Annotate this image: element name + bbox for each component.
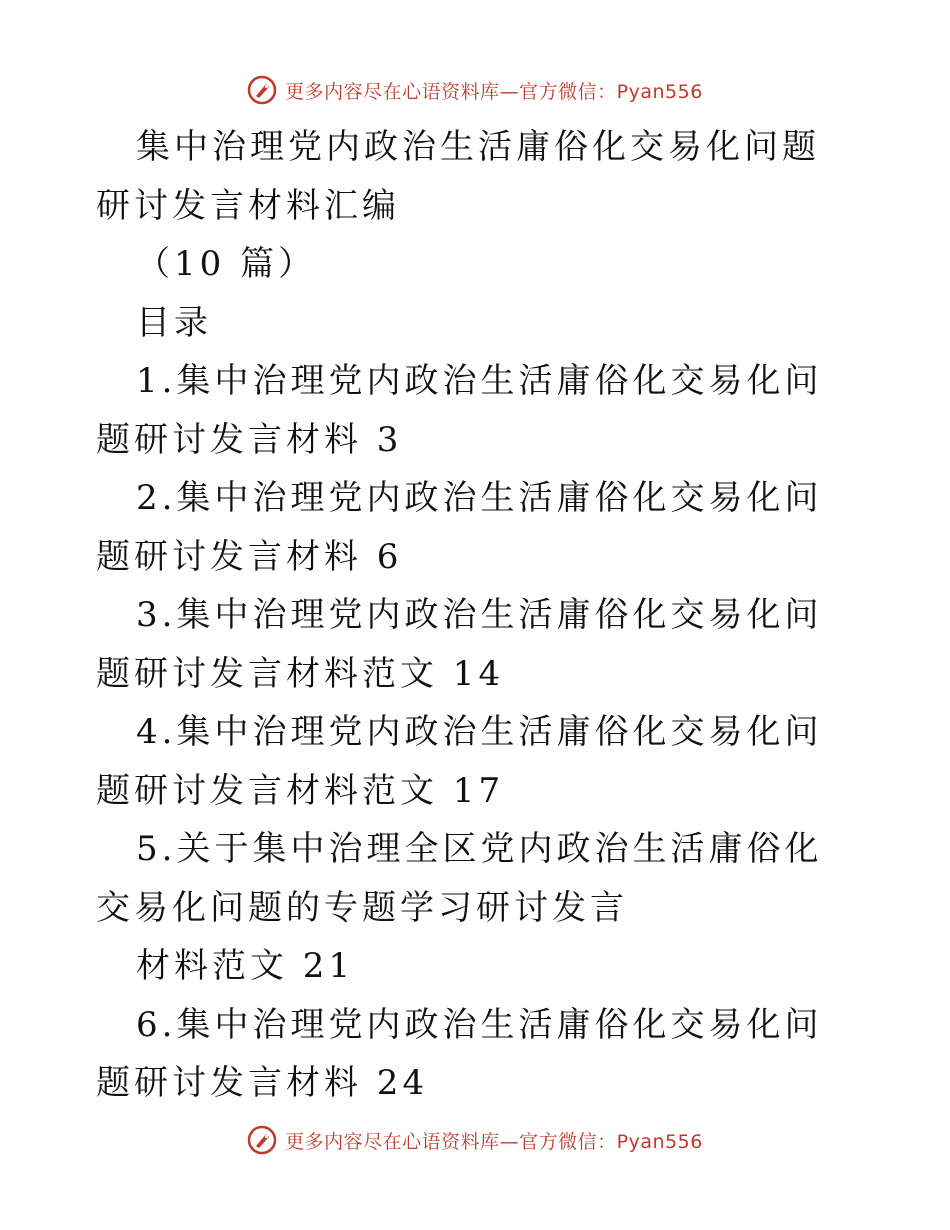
toc-item: 1.集中治理党内政治生活庸俗化交易化问题研讨发言材料 3 [96, 361, 823, 460]
toc-item: 6.集中治理党内政治生活庸俗化交易化问题研讨发言材料 24 [96, 1004, 823, 1103]
pen-nib-circle-icon [247, 1125, 277, 1155]
document-body [96, 118, 856, 1113]
pen-nib-circle-icon [247, 75, 277, 105]
header-banner [0, 70, 950, 110]
toc-item: 4.集中治理党内政治生活庸俗化交易化问题研讨发言材料范文 17 [96, 712, 823, 811]
toc-item: 5.关于集中治理全区党内政治生活庸俗化交易化问题的专题学习研讨发言 [96, 829, 823, 928]
banner-text: 更多内容尽在心语资料库—官方微信：Pyan556 [285, 1130, 703, 1153]
document-count: （10 篇） [136, 244, 317, 284]
toc-item-continuation: 材料范文 21 [136, 946, 355, 986]
toc-heading: 目录 [136, 302, 212, 343]
footer-banner [0, 1120, 950, 1160]
toc-item: 2.集中治理党内政治生活庸俗化交易化问题研讨发言材料 6 [96, 478, 823, 577]
banner-text: 更多内容尽在心语资料库—官方微信：Pyan556 [285, 80, 703, 103]
toc-item: 3.集中治理党内政治生活庸俗化交易化问题研讨发言材料范文 14 [96, 595, 823, 694]
document-title: 集中治理党内政治生活庸俗化交易化问题研讨发言材料汇编 [96, 127, 820, 226]
